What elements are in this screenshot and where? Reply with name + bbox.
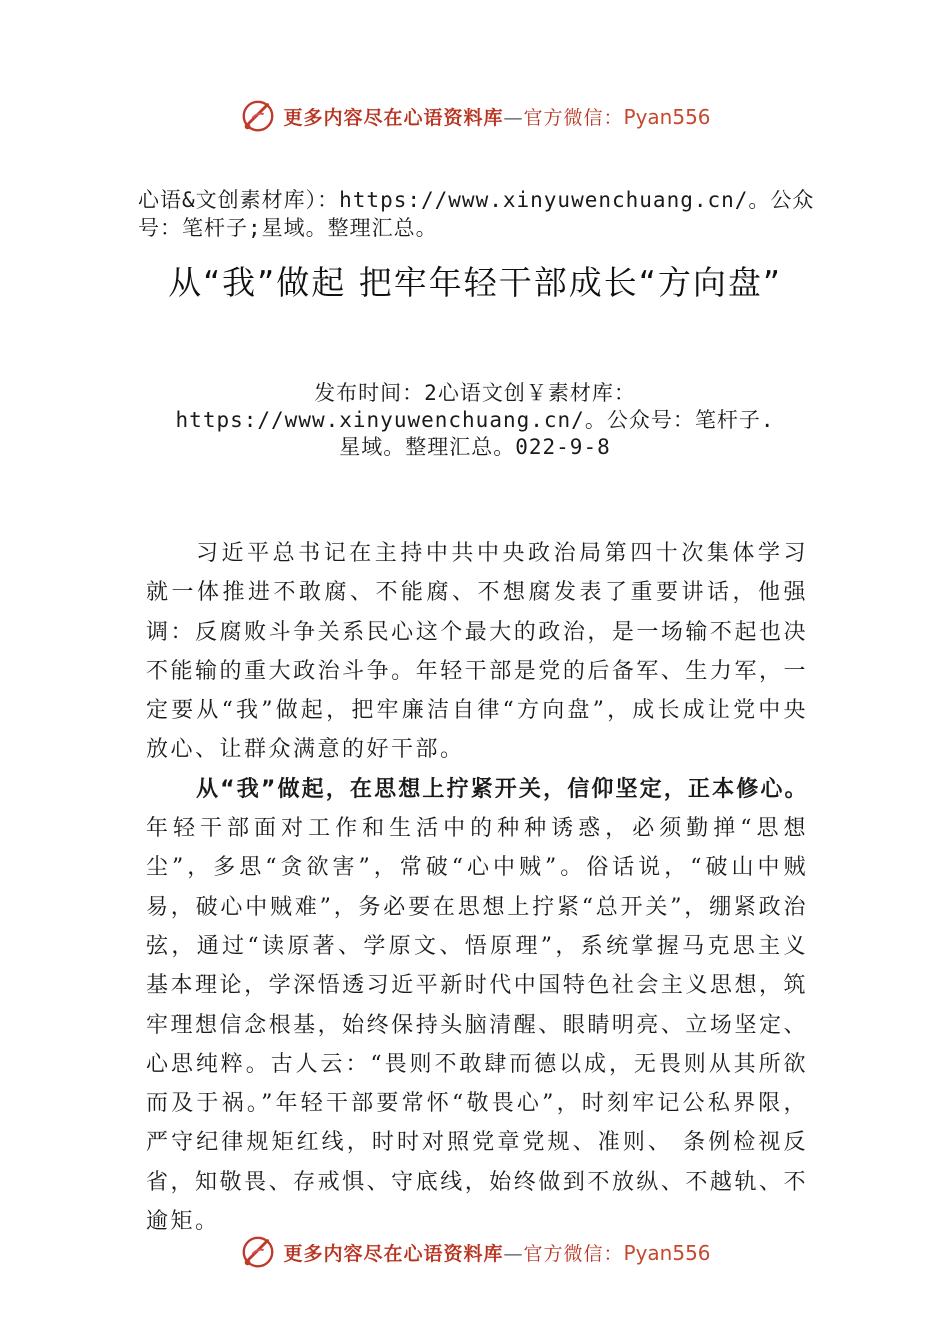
banner-dash: —	[503, 1242, 524, 1265]
paragraph-2-text: 年轻干部面对工作和生活中的种种诱惑，必须勤掸“思想尘”，多思“贪欲害”，常破“心中贼”。俗话说，“破山中贼易，破心中贼难”，务必要在思想上拧紧“总开关”，绷紧政治弦，通过“读原著、学原文、悟原理”，系统掌握马克思主义基本理论，学深悟透习近平新时代中国特色社会主义思想，筑牢理想信念根基，始终保持头脑清醒、眼睛明亮、立场坚定、心思纯粹。古人云：“畏则不敢肆而德以成，无畏则从其所欲而及于祸。”年轻干部要常怀“敬畏心”，时刻牢记公私界限，严守纪律规矩红线，时时对照党章党规、准则、 条例检视反省，知敬畏、存戒惧、守底线，始终做到不放纵、不越轨、不逾矩。	[146, 816, 808, 1235]
paragraph-1-text: 习近平总书记在主持中共中央政治局第四十次集体学习就一体推进不敢腐、不能腐、不想腐发表了重要讲话，他强调：反腐败斗争关系民心这个最大的政治，是一场输不起也决不能输的重大政治斗争。年轻干部是党的后备军、生力军，一定要从“我”做起，把牢廉洁自律“方向盘”，成长成让党中央放心、让群众满意的好干部。	[146, 541, 808, 763]
paragraph-2-heading: 从“我”做起，在思想上拧紧开关，信仰坚定，正本修心。	[196, 776, 808, 802]
brush-logo-icon	[239, 1233, 277, 1271]
article-body	[146, 534, 808, 1241]
paragraph-1	[146, 534, 808, 770]
banner-brand: 更多内容尽在心语资料库	[283, 106, 504, 129]
banner-wechat-label: 官方微信	[523, 1242, 604, 1265]
banner-text	[283, 103, 710, 130]
publish-meta: 发布时间：2心语文创￥素材库：https://www.xinyuwenchuang.cn/。公众号：笔杆子.星域。整理汇总。022-9-8	[175, 381, 775, 459]
footer-banner	[0, 1232, 950, 1272]
brush-logo-icon	[239, 97, 277, 135]
banner-wechat-label: 官方微信	[523, 106, 604, 129]
banner-brand: 更多内容尽在心语资料库	[283, 1242, 504, 1265]
intro-text: 心语&文创素材库）：https://www.xinyuwenchuang.cn/。公众号：笔杆子;星域。整理汇总。	[138, 188, 815, 240]
banner-colon: ：	[603, 106, 624, 129]
paragraph-2	[146, 770, 808, 1242]
banner-dash: —	[503, 106, 524, 129]
header-banner	[0, 96, 950, 136]
page-title: 从“我”做起 把牢年轻干部成长“方向盘”	[168, 263, 782, 302]
banner-wechat-id: Pyan556	[623, 104, 711, 129]
banner-colon: ：	[603, 1242, 624, 1265]
banner-text	[283, 1239, 710, 1266]
banner-wechat-id: Pyan556	[623, 1240, 711, 1265]
